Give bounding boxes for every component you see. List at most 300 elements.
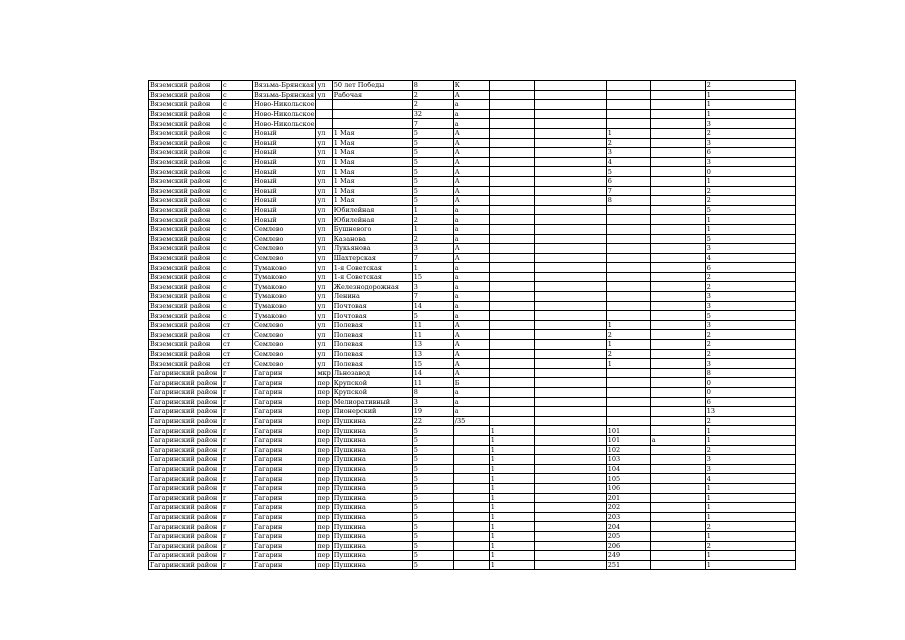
table-cell: ст xyxy=(222,330,253,340)
table-cell: Юбилейная xyxy=(332,215,412,225)
table-cell: 13 xyxy=(705,407,795,417)
table-cell: Гагаринский район xyxy=(149,531,222,541)
table-cell: а xyxy=(453,272,489,282)
table-cell: ул xyxy=(316,244,332,254)
table-cell xyxy=(534,445,606,455)
table-cell: с xyxy=(222,109,253,119)
table-cell: пер xyxy=(316,483,332,493)
table-cell: Гагарин xyxy=(253,368,316,378)
table-cell: 2 xyxy=(412,90,453,100)
table-cell: Шахтерская xyxy=(332,253,412,263)
table-cell: Тумаково xyxy=(253,292,316,302)
table-cell xyxy=(534,100,606,110)
table-cell xyxy=(650,512,705,522)
table-cell xyxy=(650,416,705,426)
table-cell: Гагарин xyxy=(253,551,316,561)
table-cell: г xyxy=(222,378,253,388)
table-row xyxy=(149,244,796,254)
table-cell: 5 xyxy=(705,205,795,215)
table-cell xyxy=(650,176,705,186)
table-cell: ст xyxy=(222,359,253,369)
table-cell: 1 Мая xyxy=(332,157,412,167)
table-cell xyxy=(650,531,705,541)
table-cell: Гагаринский район xyxy=(149,483,222,493)
table-cell xyxy=(489,292,534,302)
table-cell: Гагарин xyxy=(253,435,316,445)
table-cell xyxy=(534,196,606,206)
table-row xyxy=(149,483,796,493)
table-cell xyxy=(332,100,412,110)
table-cell: 1 xyxy=(705,90,795,100)
table-cell: с xyxy=(222,128,253,138)
table-row xyxy=(149,493,796,503)
table-cell: Гагарин xyxy=(253,407,316,417)
table-cell: Гагарин xyxy=(253,445,316,455)
table-cell xyxy=(650,157,705,167)
table-cell: г xyxy=(222,368,253,378)
table-row xyxy=(149,224,796,234)
table-cell xyxy=(650,234,705,244)
table-cell: 3 xyxy=(412,282,453,292)
table-cell: с xyxy=(222,186,253,196)
table-row xyxy=(149,435,796,445)
table-cell: 1 xyxy=(705,176,795,186)
table-cell: 5 xyxy=(412,435,453,445)
table-cell: 101 xyxy=(606,435,650,445)
table-cell: г xyxy=(222,551,253,561)
table-row xyxy=(149,503,796,513)
table-cell: 6 xyxy=(705,263,795,273)
table-cell: Тумаково xyxy=(253,263,316,273)
table-row xyxy=(149,292,796,302)
table-cell xyxy=(606,397,650,407)
table-cell: а xyxy=(453,100,489,110)
table-cell: 32 xyxy=(412,109,453,119)
table-cell xyxy=(606,272,650,282)
table-cell: с xyxy=(222,253,253,263)
table-cell: Вяземский район xyxy=(149,263,222,273)
table-cell: Гагарин xyxy=(253,455,316,465)
table-cell: А xyxy=(453,368,489,378)
table-cell xyxy=(606,263,650,273)
table-cell: 4 xyxy=(705,474,795,484)
table-cell xyxy=(534,483,606,493)
table-cell xyxy=(489,90,534,100)
table-cell: г xyxy=(222,416,253,426)
table-cell xyxy=(650,359,705,369)
table-cell: Рабочая xyxy=(332,90,412,100)
table-cell: 6 xyxy=(606,176,650,186)
table-cell xyxy=(489,311,534,321)
table-cell: г xyxy=(222,435,253,445)
table-cell: 105 xyxy=(606,474,650,484)
table-cell xyxy=(534,186,606,196)
table-row xyxy=(149,541,796,551)
table-cell: Пушкина xyxy=(332,493,412,503)
table-cell: 3 xyxy=(705,292,795,302)
table-cell: 5 xyxy=(606,167,650,177)
table-cell: 5 xyxy=(412,455,453,465)
table-cell xyxy=(489,109,534,119)
table-cell: 206 xyxy=(606,541,650,551)
table-cell: 1 xyxy=(705,224,795,234)
table-cell: Вяземский район xyxy=(149,148,222,158)
table-cell xyxy=(534,282,606,292)
table-cell: К xyxy=(453,81,489,91)
table-cell: 1 xyxy=(705,215,795,225)
table-cell: 204 xyxy=(606,522,650,532)
table-cell xyxy=(489,205,534,215)
table-cell: 0 xyxy=(705,167,795,177)
table-row xyxy=(149,234,796,244)
table-row xyxy=(149,157,796,167)
table-cell: Вяземский район xyxy=(149,215,222,225)
table-cell xyxy=(650,407,705,417)
table-cell: Новый xyxy=(253,176,316,186)
table-cell: ул xyxy=(316,138,332,148)
table-cell xyxy=(534,388,606,398)
table-cell: а xyxy=(453,282,489,292)
table-row xyxy=(149,301,796,311)
table-cell: Гагаринский район xyxy=(149,388,222,398)
table-cell: А xyxy=(453,349,489,359)
table-cell: ул xyxy=(316,148,332,158)
table-cell: пер xyxy=(316,551,332,561)
table-cell xyxy=(534,215,606,225)
table-cell: г xyxy=(222,407,253,417)
table-cell: Гагаринский район xyxy=(149,416,222,426)
table-cell xyxy=(534,378,606,388)
table-cell: Семлево xyxy=(253,359,316,369)
table-cell xyxy=(534,109,606,119)
table-cell: Гагарин xyxy=(253,560,316,570)
table-cell: 5 xyxy=(412,176,453,186)
table-cell: Новый xyxy=(253,186,316,196)
table-row xyxy=(149,100,796,110)
table-cell: Гагарин xyxy=(253,378,316,388)
table-cell xyxy=(489,138,534,148)
table-cell: пер xyxy=(316,455,332,465)
table-cell xyxy=(453,512,489,522)
table-cell: Семлево xyxy=(253,234,316,244)
table-cell: 7 xyxy=(412,253,453,263)
table-cell xyxy=(650,244,705,254)
table-cell: Новый xyxy=(253,205,316,215)
table-cell: пер xyxy=(316,503,332,513)
table-cell: Вяземский район xyxy=(149,138,222,148)
table-cell xyxy=(534,234,606,244)
table-cell: Семлево xyxy=(253,320,316,330)
table-cell: Гагаринский район xyxy=(149,445,222,455)
table-cell xyxy=(606,100,650,110)
table-cell: 50 лет Победы xyxy=(332,81,412,91)
table-cell: а xyxy=(453,224,489,234)
table-cell: 2 xyxy=(705,282,795,292)
table-cell xyxy=(606,407,650,417)
table-cell: г xyxy=(222,388,253,398)
spreadsheet-page xyxy=(148,80,796,570)
table-cell: 1 xyxy=(705,560,795,570)
table-cell: 1 xyxy=(412,263,453,273)
table-cell: 2 xyxy=(705,272,795,282)
table-cell: 8 xyxy=(606,196,650,206)
table-cell: Гагаринский район xyxy=(149,368,222,378)
table-cell xyxy=(650,253,705,263)
table-cell: пер xyxy=(316,435,332,445)
table-cell: ул xyxy=(316,292,332,302)
table-row xyxy=(149,282,796,292)
table-cell: 5 xyxy=(412,541,453,551)
table-cell: 1 xyxy=(489,551,534,561)
table-cell xyxy=(650,224,705,234)
table-cell: 1 xyxy=(705,109,795,119)
table-cell: 1 xyxy=(489,435,534,445)
table-cell: ул xyxy=(316,128,332,138)
table-cell: г xyxy=(222,397,253,407)
table-cell: Гагаринский район xyxy=(149,426,222,436)
table-row xyxy=(149,148,796,158)
table-cell: г xyxy=(222,464,253,474)
table-cell: ул xyxy=(316,263,332,273)
table-row xyxy=(149,359,796,369)
table-cell: А xyxy=(453,138,489,148)
table-cell: 3 xyxy=(705,301,795,311)
table-cell xyxy=(650,474,705,484)
table-cell: 5 xyxy=(412,128,453,138)
table-cell: 1 xyxy=(489,483,534,493)
table-cell: Пионерский xyxy=(332,407,412,417)
table-cell xyxy=(534,148,606,158)
table-cell xyxy=(453,541,489,551)
table-cell: с xyxy=(222,100,253,110)
table-cell xyxy=(534,541,606,551)
table-cell xyxy=(650,311,705,321)
table-cell: ул xyxy=(316,205,332,215)
table-cell: Почтовая xyxy=(332,301,412,311)
table-cell: Полевая xyxy=(332,320,412,330)
table-cell: Гагарин xyxy=(253,483,316,493)
table-cell xyxy=(534,205,606,215)
table-cell: 1 xyxy=(606,320,650,330)
table-cell: 2 xyxy=(705,445,795,455)
table-cell: 2 xyxy=(705,330,795,340)
table-row xyxy=(149,253,796,263)
table-cell xyxy=(534,292,606,302)
table-cell: 5 xyxy=(412,167,453,177)
table-cell xyxy=(650,292,705,302)
table-cell: Вяземский район xyxy=(149,253,222,263)
table-cell: Вяземский район xyxy=(149,244,222,254)
table-cell: 1 xyxy=(489,522,534,532)
table-cell: Ленина xyxy=(332,292,412,302)
table-cell: 1 Мая xyxy=(332,128,412,138)
table-cell xyxy=(489,349,534,359)
table-cell: 2 xyxy=(705,416,795,426)
table-cell: Гагарин xyxy=(253,531,316,541)
table-cell xyxy=(534,119,606,129)
table-cell: г xyxy=(222,426,253,436)
table-cell: Гагаринский район xyxy=(149,541,222,551)
table-cell: с xyxy=(222,205,253,215)
table-cell: Вяземский район xyxy=(149,90,222,100)
table-cell: с xyxy=(222,272,253,282)
table-cell: Пушкина xyxy=(332,464,412,474)
table-row xyxy=(149,176,796,186)
table-cell xyxy=(606,282,650,292)
table-cell: г xyxy=(222,531,253,541)
table-row xyxy=(149,263,796,273)
table-cell: Пушкина xyxy=(332,560,412,570)
table-row xyxy=(149,186,796,196)
table-cell: Полевая xyxy=(332,359,412,369)
table-cell xyxy=(534,426,606,436)
table-cell: а xyxy=(453,407,489,417)
table-cell: А xyxy=(453,244,489,254)
table-cell: Пушкина xyxy=(332,541,412,551)
table-cell: Вяземский район xyxy=(149,196,222,206)
table-cell: 5 xyxy=(412,503,453,513)
table-cell: 0 xyxy=(705,378,795,388)
table-cell: 2 xyxy=(705,128,795,138)
table-cell: 4 xyxy=(606,157,650,167)
table-cell xyxy=(534,551,606,561)
table-cell xyxy=(650,272,705,282)
table-cell: Вяземский район xyxy=(149,234,222,244)
table-cell: а xyxy=(453,388,489,398)
table-cell: пер xyxy=(316,541,332,551)
table-cell xyxy=(606,81,650,91)
table-cell xyxy=(606,205,650,215)
table-cell xyxy=(606,388,650,398)
table-cell: с xyxy=(222,119,253,129)
table-cell: 7 xyxy=(412,292,453,302)
table-row xyxy=(149,388,796,398)
table-cell: Вяземский район xyxy=(149,167,222,177)
table-cell: Почтовая xyxy=(332,311,412,321)
table-cell: Вяземский район xyxy=(149,330,222,340)
table-cell xyxy=(332,109,412,119)
table-cell xyxy=(489,397,534,407)
table-row xyxy=(149,512,796,522)
table-cell: 3 xyxy=(705,244,795,254)
table-row xyxy=(149,215,796,225)
table-cell: Гагаринский район xyxy=(149,474,222,484)
table-cell: 1 xyxy=(489,512,534,522)
table-cell: Гагаринский район xyxy=(149,397,222,407)
table-cell xyxy=(606,224,650,234)
table-cell: 2 xyxy=(705,196,795,206)
table-cell xyxy=(453,464,489,474)
table-cell: Гагаринский район xyxy=(149,560,222,570)
table-cell: пер xyxy=(316,522,332,532)
table-cell: а xyxy=(453,292,489,302)
table-cell xyxy=(534,138,606,148)
table-cell: А xyxy=(453,359,489,369)
table-cell: ул xyxy=(316,157,332,167)
table-cell: ул xyxy=(316,340,332,350)
table-cell xyxy=(650,109,705,119)
table-cell: 5 xyxy=(412,464,453,474)
table-cell xyxy=(650,388,705,398)
table-cell: с xyxy=(222,263,253,273)
table-cell: Вяземский район xyxy=(149,109,222,119)
table-cell: пер xyxy=(316,512,332,522)
table-row xyxy=(149,272,796,282)
table-cell: 104 xyxy=(606,464,650,474)
table-cell xyxy=(606,90,650,100)
table-cell: Юбилейная xyxy=(332,205,412,215)
table-cell: Пушкина xyxy=(332,522,412,532)
table-cell: Гагаринский район xyxy=(149,493,222,503)
table-cell: ул xyxy=(316,359,332,369)
table-cell: 5 xyxy=(412,426,453,436)
table-cell xyxy=(489,224,534,234)
table-cell xyxy=(489,244,534,254)
table-cell: Гагарин xyxy=(253,522,316,532)
table-cell: ул xyxy=(316,81,332,91)
table-cell: Гагарин xyxy=(253,388,316,398)
table-cell: ул xyxy=(316,282,332,292)
table-cell: 2 xyxy=(705,349,795,359)
table-cell: Лукьянова xyxy=(332,244,412,254)
table-cell: 13 xyxy=(412,349,453,359)
table-cell: с xyxy=(222,81,253,91)
table-cell: А xyxy=(453,196,489,206)
table-cell: 11 xyxy=(412,330,453,340)
table-cell xyxy=(534,224,606,234)
table-cell xyxy=(650,128,705,138)
table-cell: 15 xyxy=(412,272,453,282)
table-cell: 2 xyxy=(705,81,795,91)
table-row xyxy=(149,205,796,215)
table-cell xyxy=(650,426,705,436)
table-cell: Гагаринский район xyxy=(149,512,222,522)
table-cell: Полевая xyxy=(332,330,412,340)
table-cell: Вязьма-Брянская xyxy=(254,90,315,99)
table-cell: 251 xyxy=(606,560,650,570)
table-cell: 1-я Советская xyxy=(332,263,412,273)
table-cell: Новый xyxy=(253,167,316,177)
table-cell xyxy=(534,167,606,177)
table-cell xyxy=(489,119,534,129)
table-cell: ул xyxy=(316,90,332,100)
table-cell: Семлево xyxy=(253,253,316,263)
table-cell xyxy=(534,272,606,282)
table-cell: пер xyxy=(316,493,332,503)
table-cell: а xyxy=(453,205,489,215)
table-cell xyxy=(650,368,705,378)
table-cell: г xyxy=(222,483,253,493)
table-cell: Вяземский район xyxy=(149,320,222,330)
table-cell: Вяземский район xyxy=(149,128,222,138)
table-cell: а xyxy=(453,234,489,244)
table-cell: 3 xyxy=(705,464,795,474)
table-cell xyxy=(534,244,606,254)
table-cell: Семлево xyxy=(253,330,316,340)
table-cell: 102 xyxy=(606,445,650,455)
table-cell: 3 xyxy=(412,244,453,254)
table-cell: а xyxy=(453,119,489,129)
table-cell: Новый xyxy=(253,148,316,158)
table-cell: ст xyxy=(222,320,253,330)
table-cell: 8 xyxy=(412,388,453,398)
table-cell: 6 xyxy=(705,397,795,407)
table-cell: Гагарин xyxy=(253,464,316,474)
table-cell: 3 xyxy=(705,320,795,330)
table-cell: Крупской xyxy=(332,378,412,388)
table-cell: г xyxy=(222,474,253,484)
table-cell: с xyxy=(222,148,253,158)
